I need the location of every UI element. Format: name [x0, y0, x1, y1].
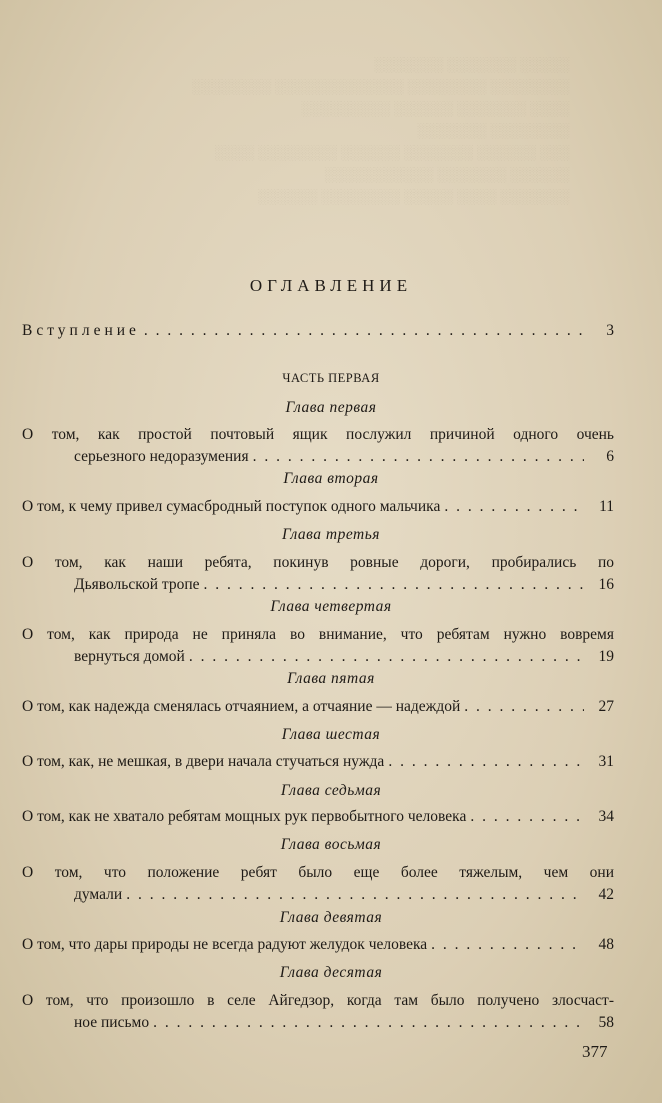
toc-entry-chapter-9[interactable] [22, 934, 614, 956]
chapter-heading: Глава седьмая [280, 782, 382, 799]
toc-entry-line: вернуться домой [74, 648, 185, 665]
toc-entry-line: О том, что положение ребят было еще более тяжелым, чем они [22, 864, 614, 881]
toc-page-number: 16 [598, 576, 614, 593]
toc-entry-label: Вступление [22, 322, 140, 339]
leader-dots [440, 496, 584, 518]
chapter-heading: Глава третья [281, 526, 380, 543]
toc-page-number: 19 [598, 648, 614, 665]
leader-dots [384, 751, 584, 773]
toc-entry-chapter-2[interactable] [22, 496, 614, 518]
toc-entry-chapter-3[interactable] [22, 552, 614, 596]
toc-page-number: 31 [598, 753, 614, 770]
toc-page-number: 58 [598, 1014, 614, 1031]
bleed-through-text: ░░░░░ ░░░░░░░ ░░░░░░░ ░░░░░░░░ ░░░░░░░░ ░░░░░░░░░░░░░ ░░░░░░░░ ░░░░ ░░░░░░░ ░░░░░░ ░░░░░░░░░ ░░░░░░░░ ░░░░░░░ ░░░ ░░░░░░ ░░░░░░░ ░░░░░░ ░░░░░░░░ ░░░░ ░░░░░░ ░░░░░░░ ░░░░░░░░░░░ ░░░░░░░ ░░░░ ░░░░░ ░░░░░░░░ ░░░░░░ [192, 58, 570, 205]
toc-entry-line: думали [74, 886, 123, 903]
toc-page-number: 42 [598, 886, 614, 903]
chapter-heading: Глава девятая [279, 909, 383, 926]
leader-dots [466, 806, 584, 828]
toc-entry-line: О том, как природа не приняла во внимание, что ребятам нужно вовремя [22, 626, 614, 643]
toc-title: ОГЛАВЛЕНИЕ [249, 276, 413, 295]
toc-entry-line: О том, что произошло в селе Айгедзор, когда там было получено злосчаст- [22, 992, 614, 1009]
toc-entry-chapter-1[interactable] [22, 424, 614, 468]
leader-dots [460, 696, 584, 718]
toc-page-number: 3 [606, 322, 614, 339]
chapter-heading: Глава первая [285, 399, 377, 416]
chapter-heading: Глава шестая [281, 726, 381, 743]
chapter-heading: Глава восьмая [280, 836, 382, 853]
toc-entry-chapter-7[interactable] [22, 806, 614, 828]
toc-entry-line: О том, как не хватало ребятам мощных рук первобытного человека [22, 808, 467, 825]
leader-dots [149, 1012, 584, 1034]
toc-entry-chapter-10[interactable] [22, 990, 614, 1034]
toc-entry-line: ное письмо [74, 1014, 150, 1031]
leader-dots [249, 446, 584, 468]
toc-entry-line: серьезного недоразумения [74, 448, 249, 465]
chapter-heading: Глава десятая [279, 964, 383, 981]
toc-page-number: 48 [598, 936, 614, 953]
toc-page-number: 27 [598, 698, 614, 715]
leader-dots [122, 884, 584, 906]
toc-entry-chapter-5[interactable] [22, 696, 614, 718]
toc-entry-chapter-4[interactable] [22, 624, 614, 668]
toc-page-number: 6 [606, 448, 614, 465]
leader-dots [185, 646, 584, 668]
chapter-heading: Глава вторая [283, 470, 379, 487]
chapter-heading: Глава четвертая [270, 598, 392, 615]
toc-entry-chapter-8[interactable] [22, 862, 614, 906]
page-folio-number: 377 [582, 1042, 608, 1061]
leader-dots [200, 574, 584, 596]
toc-page-number: 11 [599, 498, 614, 515]
toc-entry-line: О том, к чему привел сумасбродный поступок одного мальчика [22, 498, 441, 515]
chapter-heading: Глава пятая [287, 670, 375, 687]
toc-page-number: 34 [598, 808, 614, 825]
part-title: ЧАСТЬ ПЕРВАЯ [282, 371, 380, 385]
toc-entry-line: О том, что дары природы не всегда радуют желудок человека [22, 936, 428, 953]
toc-entry-line: Дьявольской тропе [74, 576, 200, 593]
toc-entry-chapter-6[interactable] [22, 751, 614, 773]
leader-dots [140, 320, 584, 342]
toc-entry-intro[interactable] [22, 320, 614, 342]
toc-entry-line: О том, как, не мешкая, в двери начала стучаться нужда [22, 753, 385, 770]
toc-entry-line: О том, как надежда сменялась отчаянием, а отчаяние — надеждой [22, 698, 461, 715]
toc-entry-line: О том, как наши ребята, покинув ровные дороги, пробирались по [22, 554, 614, 571]
leader-dots [427, 934, 584, 956]
toc-entry-line: О том, как простой почтовый ящик послужил причиной одного очень [22, 426, 614, 443]
